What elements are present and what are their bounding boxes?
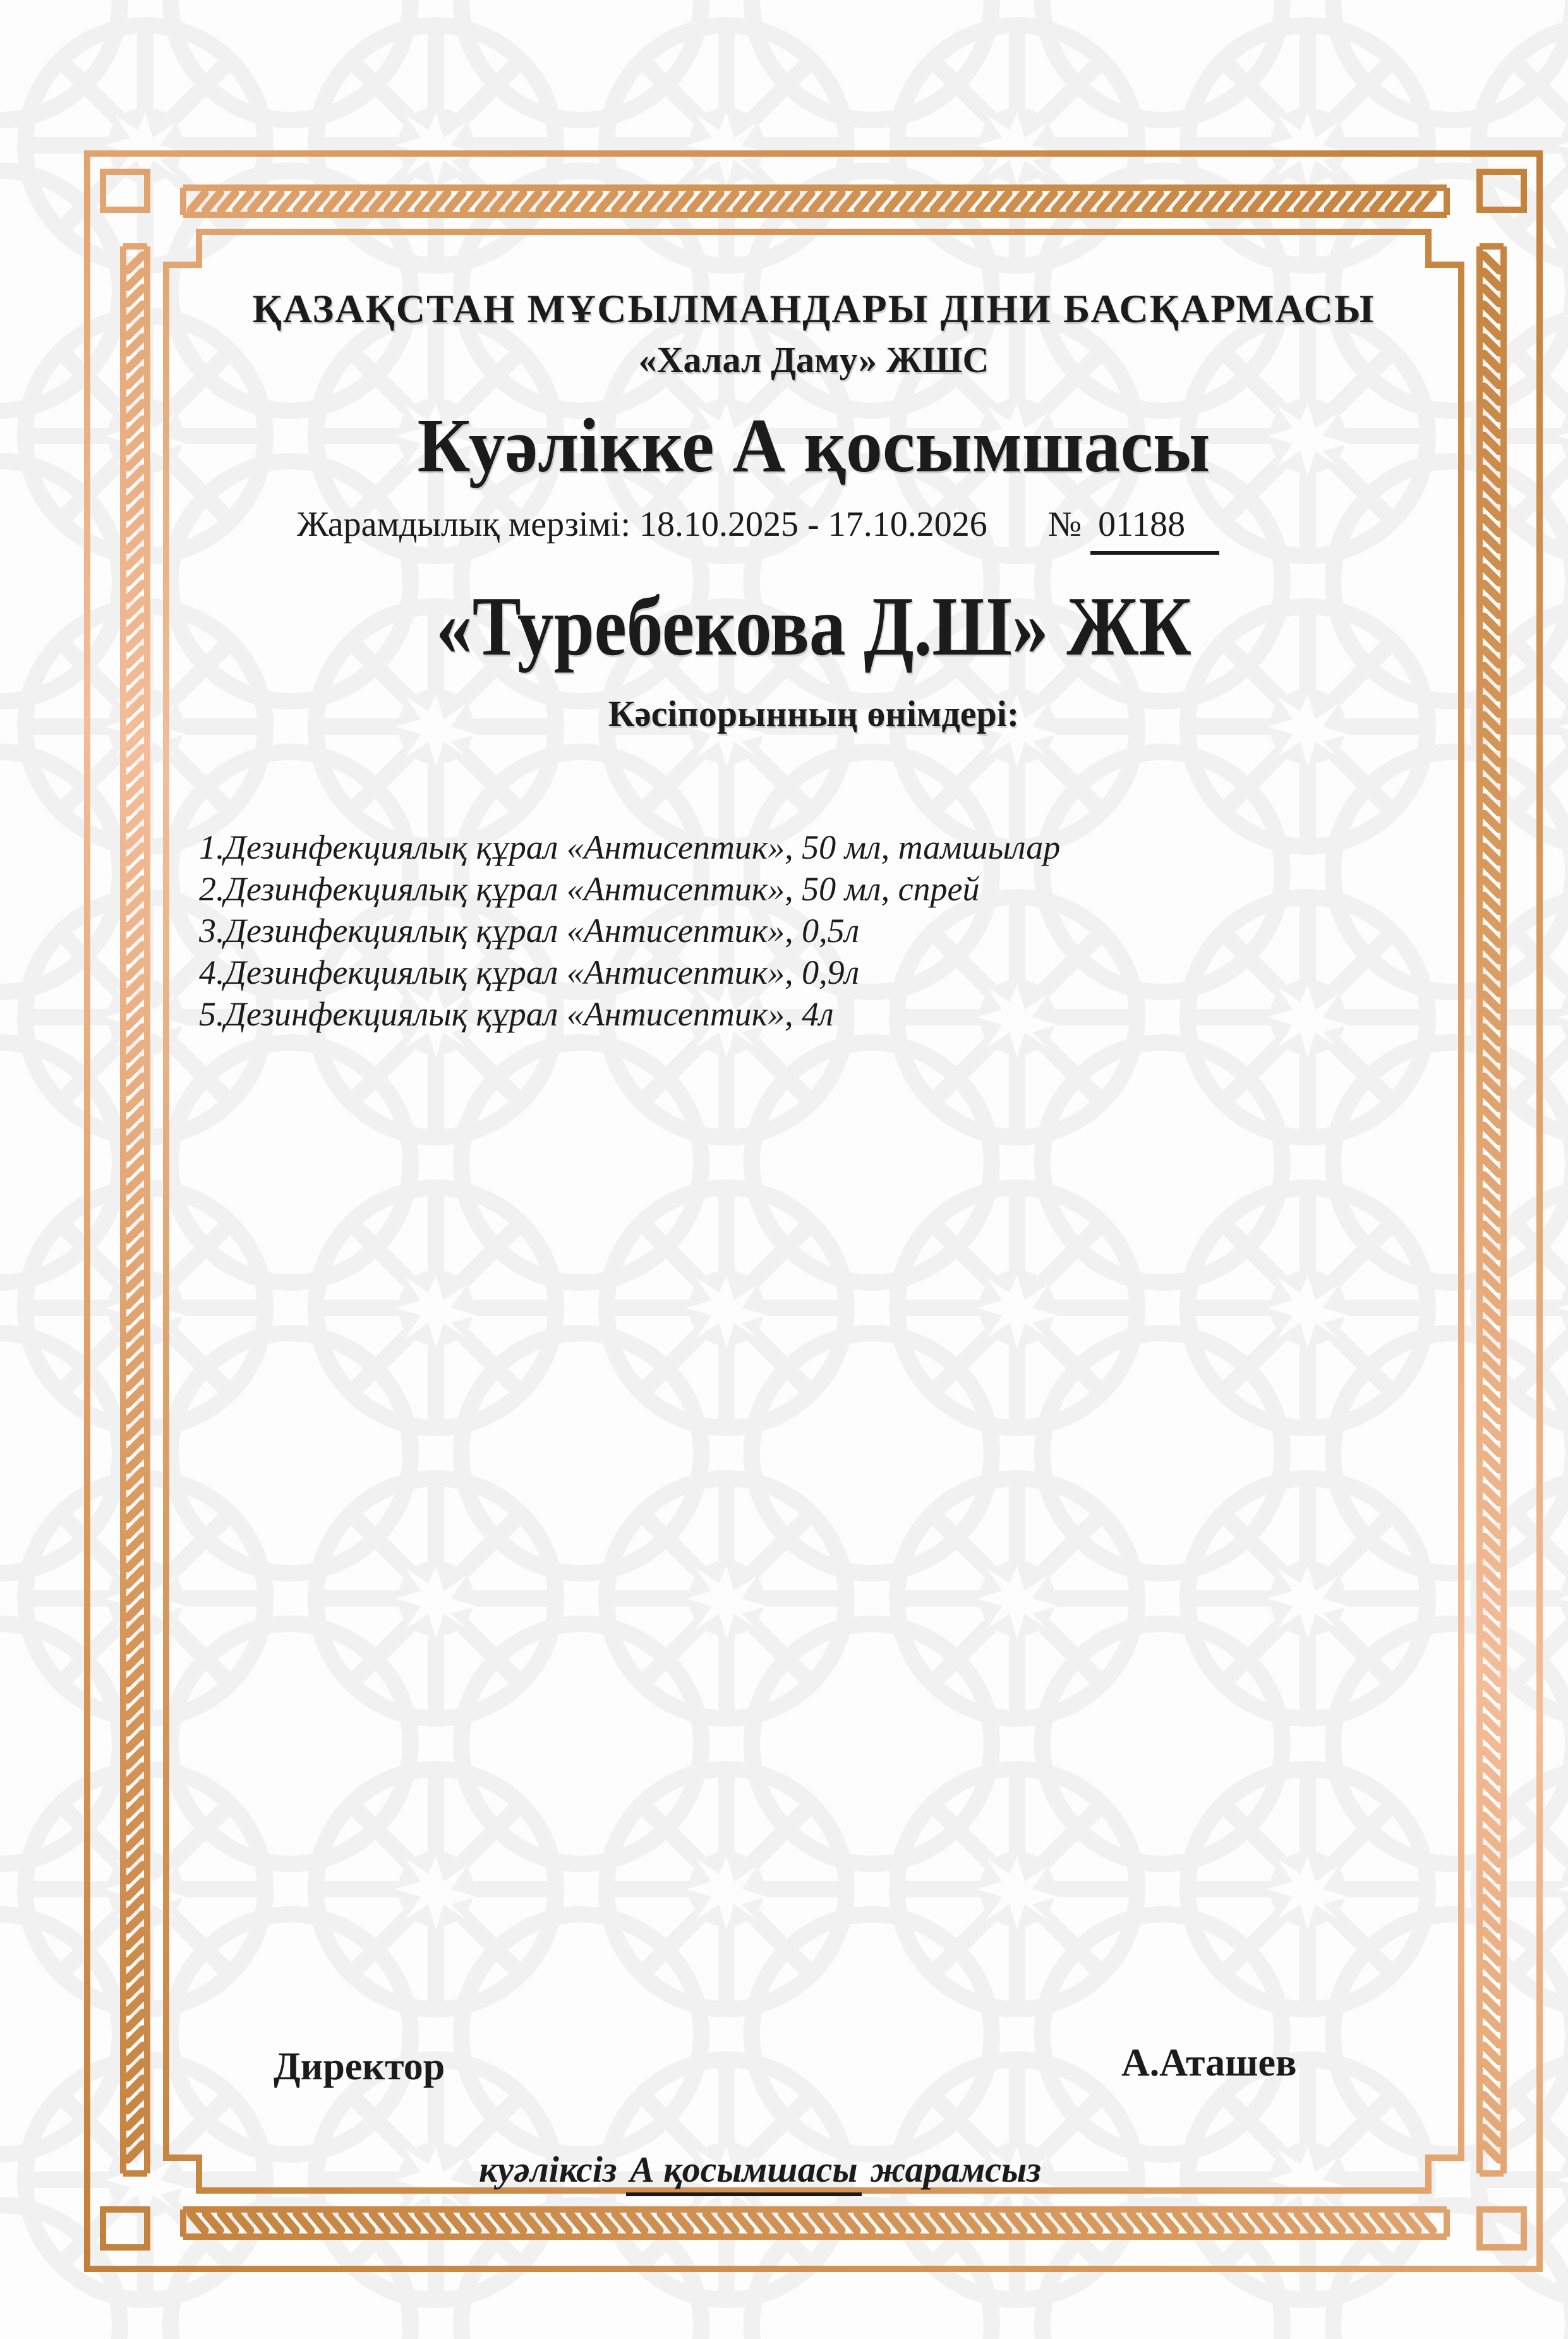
product-item: 2.Дезинфекциялық құрал «Антисептик», 50 мл, спрей bbox=[199, 870, 980, 908]
signature-role: Директор bbox=[274, 2045, 445, 2088]
product-item: 4.Дезинфекциялық құрал «Антисептик», 0,9л bbox=[199, 953, 860, 991]
footer-prefix: куәліксіз bbox=[479, 2149, 617, 2190]
footer-underlined: А қосымшасы bbox=[626, 2149, 862, 2196]
org-name-line2: «Халал Даму» ЖШС bbox=[638, 339, 989, 380]
page-title: Куәлікке А қосымшасы bbox=[417, 403, 1210, 488]
validity-line bbox=[297, 504, 1219, 555]
footer-suffix: жарамсыз bbox=[871, 2149, 1041, 2190]
products-list bbox=[199, 826, 1060, 1035]
footer-disclaimer bbox=[166, 2148, 1354, 2191]
certificate-number: 01188 bbox=[1090, 504, 1219, 555]
product-item: 5.Дезинфекциялық құрал «Антисептик», 4л bbox=[199, 995, 834, 1033]
company-name: «Туребекова Д.Ш» ЖК bbox=[436, 579, 1191, 673]
product-item: 1.Дезинфекциялық құрал «Антисептик», 50 мл, тамшылар bbox=[199, 828, 1061, 866]
products-heading: Кәсіпорынның өнімдері: bbox=[608, 693, 1020, 734]
product-item: 3.Дезинфекциялық құрал «Антисептик», 0,5л bbox=[199, 912, 860, 950]
signature-name: А.Аташев bbox=[1121, 2041, 1297, 2084]
validity-label: Жарамдылық мерзімі: bbox=[297, 505, 631, 544]
number-sign: № bbox=[1047, 505, 1082, 544]
org-name-line1: ҚАЗАҚСТАН МҰСЫЛМАНДАРЫ ДІНИ БАСҚАРМАСЫ bbox=[252, 286, 1375, 331]
validity-period: 18.10.2025 - 17.10.2026 bbox=[639, 505, 987, 544]
